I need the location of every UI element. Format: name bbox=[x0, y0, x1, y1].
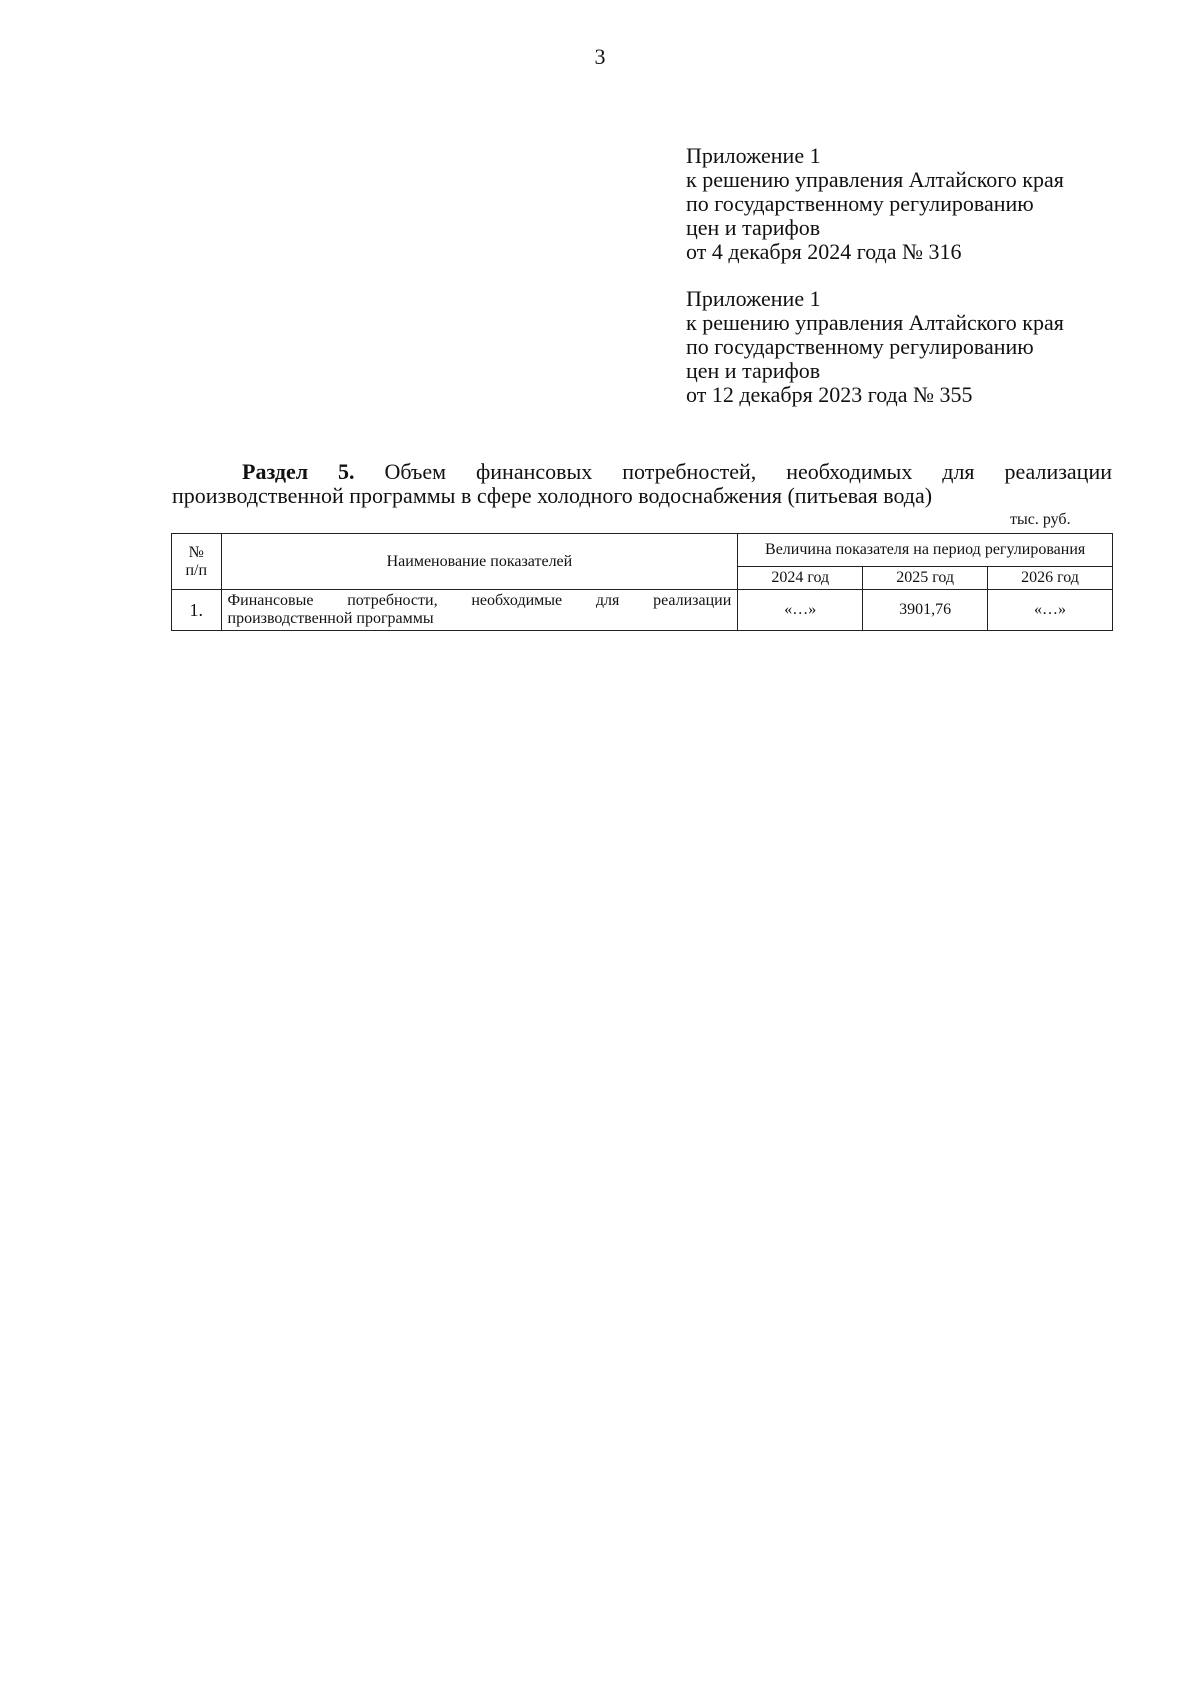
appendix-line: к решению управления Алтайского края bbox=[686, 310, 1064, 335]
row-value-cell: «…» bbox=[988, 590, 1113, 631]
appendix-title: Приложение 1 bbox=[686, 286, 821, 311]
row-name-cell: Финансовые потребности, необходимые для реализации производственной программы bbox=[221, 590, 738, 631]
section-heading-line-1 bbox=[172, 460, 1112, 484]
table-header-row bbox=[172, 534, 1113, 567]
appendix-line: по государственному регулированию bbox=[686, 334, 1034, 359]
header-year-cell: 2026 год bbox=[988, 567, 1113, 590]
header-name-cell: Наименование показателей bbox=[221, 534, 738, 590]
row-number-cell: 1. bbox=[172, 590, 222, 631]
row-value-cell: 3901,76 bbox=[863, 590, 988, 631]
appendix-date-number: от 4 декабря 2024 года № 316 bbox=[686, 239, 962, 264]
header-period-cell: Величина показателя на период регулирования bbox=[738, 534, 1113, 567]
appendix-date-number: от 12 декабря 2023 года № 355 bbox=[686, 382, 973, 407]
table-row bbox=[172, 590, 1113, 631]
units-label: тыс. руб. bbox=[1010, 511, 1071, 528]
section-heading-line-2: производственной программы в сфере холодного водоснабжения (питьевая вода) bbox=[172, 483, 933, 508]
header-year-cell: 2024 год bbox=[738, 567, 863, 590]
header-number-cell bbox=[172, 534, 222, 590]
header-year-cell: 2025 год bbox=[863, 567, 988, 590]
appendix-title: Приложение 1 bbox=[686, 143, 821, 168]
appendix-line: к решению управления Алтайского края bbox=[686, 167, 1064, 192]
appendix-line: по государственному регулированию bbox=[686, 191, 1034, 216]
appendix-block-current bbox=[686, 144, 1166, 264]
financial-needs-table bbox=[171, 533, 1113, 631]
section-heading bbox=[172, 460, 1112, 508]
appendix-block-previous bbox=[686, 287, 1166, 407]
row-value-cell: «…» bbox=[738, 590, 863, 631]
appendix-line: цен и тарифов bbox=[686, 215, 821, 240]
section-title-text: Объем финансовых потребностей, необходимых для реализации bbox=[384, 459, 1112, 484]
header-number-symbol: № bbox=[188, 543, 204, 561]
appendix-line: цен и тарифов bbox=[686, 358, 821, 383]
section-label: Раздел 5. bbox=[242, 459, 355, 484]
page-number: 3 bbox=[594, 44, 606, 69]
header-number-abbr: п/п bbox=[185, 561, 208, 579]
